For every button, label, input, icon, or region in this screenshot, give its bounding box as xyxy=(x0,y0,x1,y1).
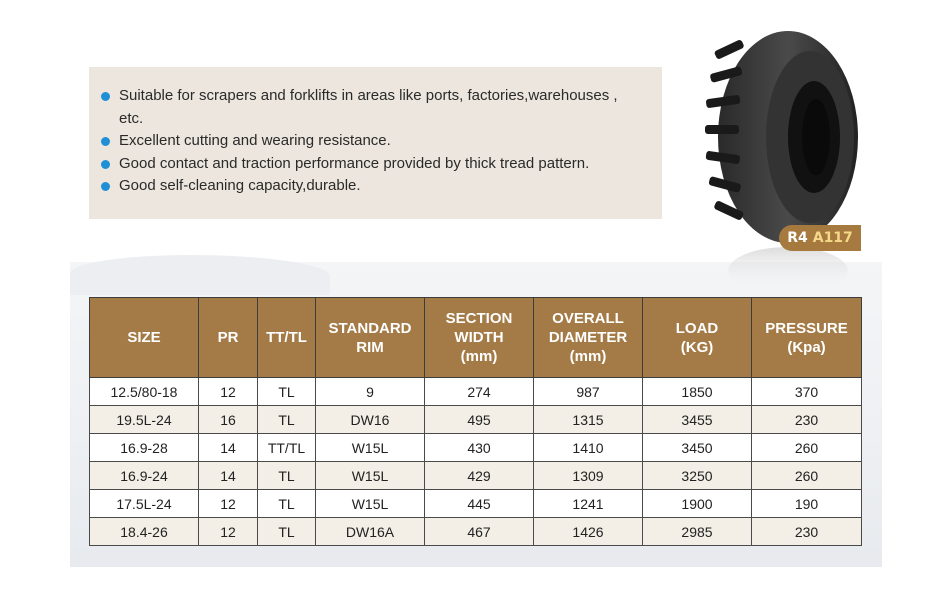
cell-overall-diameter: 1309 xyxy=(534,462,643,490)
background-mountain xyxy=(70,255,330,295)
badge-model: A117 xyxy=(812,230,853,246)
cell-size: 17.5L-24 xyxy=(90,490,199,518)
cell-pressure: 190 xyxy=(752,490,862,518)
cell-tt-tl: TT/TL xyxy=(258,434,316,462)
cell-size: 16.9-24 xyxy=(90,462,199,490)
bullet-icon xyxy=(101,182,110,191)
table-row xyxy=(90,518,862,546)
cell-section-width: 430 xyxy=(425,434,534,462)
cell-pressure: 370 xyxy=(752,378,862,406)
header-tt-tl: TT/TL xyxy=(258,298,316,378)
cell-tt-tl: TL xyxy=(258,462,316,490)
bullet-icon xyxy=(101,160,110,169)
cell-overall-diameter: 1315 xyxy=(534,406,643,434)
header-overall-diameter: OVERALL DIAMETER (mm) xyxy=(534,298,643,378)
header-standard-rim: STANDARD RIM xyxy=(316,298,425,378)
cell-pr: 14 xyxy=(199,434,258,462)
cell-rim: W15L xyxy=(316,434,425,462)
cell-size: 12.5/80-18 xyxy=(90,378,199,406)
feature-item xyxy=(101,153,642,176)
cell-load: 2985 xyxy=(643,518,752,546)
cell-tt-tl: TL xyxy=(258,490,316,518)
table-row xyxy=(90,490,862,518)
header-pressure: PRESSURE (Kpa) xyxy=(752,298,862,378)
cell-pr: 16 xyxy=(199,406,258,434)
cell-load: 3455 xyxy=(643,406,752,434)
cell-pr: 12 xyxy=(199,518,258,546)
cell-pressure: 230 xyxy=(752,406,862,434)
cell-size: 18.4-26 xyxy=(90,518,199,546)
cell-pressure: 230 xyxy=(752,518,862,546)
cell-load: 1900 xyxy=(643,490,752,518)
cell-tt-tl: TL xyxy=(258,378,316,406)
table-row xyxy=(90,378,862,406)
cell-rim: W15L xyxy=(316,462,425,490)
feature-item xyxy=(101,85,642,130)
feature-text: Good contact and traction performance provided by thick tread pattern. xyxy=(119,154,590,172)
bullet-icon xyxy=(101,92,110,101)
features-list xyxy=(101,85,642,198)
feature-text: Excellent cutting and wearing resistance. xyxy=(119,132,391,149)
feature-item xyxy=(101,175,642,198)
cell-tt-tl: TL xyxy=(258,518,316,546)
cell-rim: 9 xyxy=(316,378,425,406)
spec-table xyxy=(89,297,862,546)
tire-image xyxy=(700,25,870,295)
bullet-icon xyxy=(101,137,110,146)
feature-text: Suitable for scrapers and forklifts in areas like ports, factories,warehouses , etc. xyxy=(119,87,618,127)
table-header-row xyxy=(90,298,862,378)
cell-load: 3450 xyxy=(643,434,752,462)
cell-rim: DW16A xyxy=(316,518,425,546)
cell-overall-diameter: 987 xyxy=(534,378,643,406)
header-pr: PR xyxy=(199,298,258,378)
cell-pressure: 260 xyxy=(752,462,862,490)
cell-tt-tl: TL xyxy=(258,406,316,434)
header-size: SIZE xyxy=(90,298,199,378)
cell-size: 16.9-28 xyxy=(90,434,199,462)
cell-section-width: 495 xyxy=(425,406,534,434)
table-row xyxy=(90,462,862,490)
badge-pattern: R4 xyxy=(787,230,808,246)
cell-pr: 12 xyxy=(199,378,258,406)
cell-size: 19.5L-24 xyxy=(90,406,199,434)
cell-section-width: 467 xyxy=(425,518,534,546)
cell-section-width: 445 xyxy=(425,490,534,518)
cell-pressure: 260 xyxy=(752,434,862,462)
cell-section-width: 274 xyxy=(425,378,534,406)
cell-rim: DW16 xyxy=(316,406,425,434)
cell-load: 3250 xyxy=(643,462,752,490)
cell-pr: 14 xyxy=(199,462,258,490)
cell-overall-diameter: 1426 xyxy=(534,518,643,546)
feature-text: Good self-cleaning capacity,durable. xyxy=(119,177,361,194)
model-badge xyxy=(779,225,861,251)
cell-overall-diameter: 1410 xyxy=(534,434,643,462)
cell-overall-diameter: 1241 xyxy=(534,490,643,518)
feature-item xyxy=(101,130,642,153)
table-row xyxy=(90,434,862,462)
header-section-width: SECTION WIDTH (mm) xyxy=(425,298,534,378)
header-load: LOAD (KG) xyxy=(643,298,752,378)
cell-load: 1850 xyxy=(643,378,752,406)
cell-section-width: 429 xyxy=(425,462,534,490)
cell-pr: 12 xyxy=(199,490,258,518)
features-panel xyxy=(89,67,662,219)
cell-rim: W15L xyxy=(316,490,425,518)
table-row xyxy=(90,406,862,434)
